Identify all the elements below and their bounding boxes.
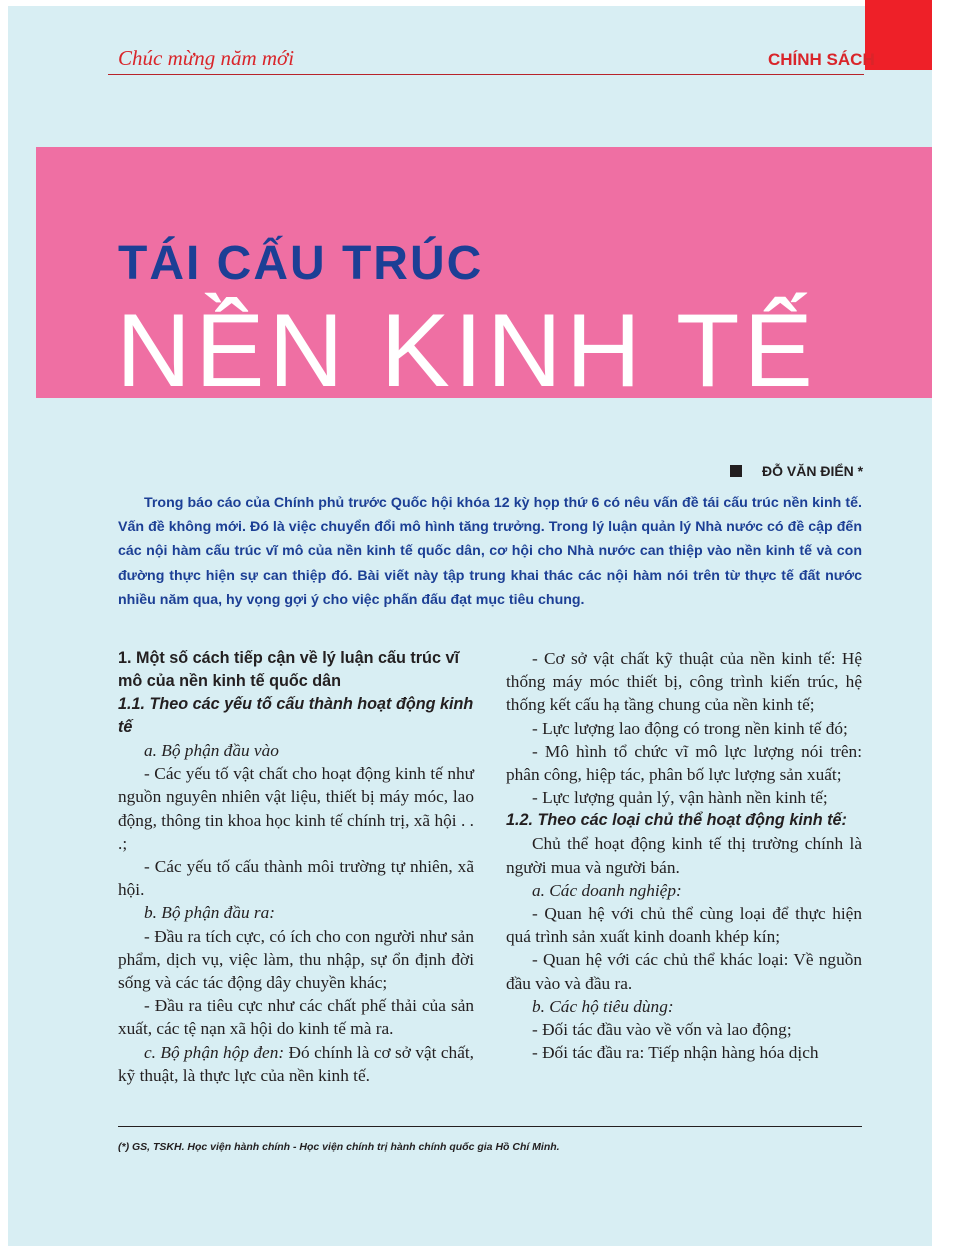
article-abstract: Trong báo cáo của Chính phủ trước Quốc hội khóa 12 kỳ họp thứ 6 có nêu vấn đề tái cấu trúc nền kinh tế. Vấn đề không mới. Đó là việc chuyển đổi mô hình tăng trưởng. Trong lý luận quản lý Nhà nước có đề cập đến các nội hàm cấu trúc vĩ mô của nền kinh tế quốc dân, cơ hội cho Nhà nước can thiệp vào nền kinh tế và con đường thực hiện sự can thiệp đó. Bài viết này tập trung khai thác các nội hàm nói trên từ thực tế đất nước nhiều năm qua, hy vọng gợi ý cho việc phấn đấu đạt mục tiêu chung. bbox=[118, 495, 862, 608]
paragraph: - Đầu ra tiêu cực như các chất phế thải của sản xuất, các tệ nạn xã hội do kinh tế mà ra. bbox=[118, 996, 474, 1039]
section-color-tab bbox=[865, 0, 932, 70]
paragraph: - Cơ sở vật chất kỹ thuật của nền kinh tế: Hệ thống máy móc thiết bị, công trình kiến trúc, hệ thống kết cấu hạ tầng chung của nền kinh tế; bbox=[506, 649, 862, 715]
paragraph-text: Đó chính là cơ sở vật chất, kỹ thuật, là thực lực của nền kinh tế. bbox=[118, 1042, 474, 1085]
paragraph: - Đối tác đầu ra: Tiếp nhận hàng hóa dịch bbox=[532, 1043, 819, 1063]
section-label: CHÍNH SÁCH bbox=[768, 50, 875, 69]
paragraph: - Lực lượng quản lý, vận hành nền kinh tế; bbox=[532, 788, 828, 808]
paragraph: - Đối tác đầu vào về vốn và lao động; bbox=[532, 1020, 792, 1040]
subheading-b: b. Các hộ tiêu dùng: bbox=[532, 996, 674, 1016]
article-title-line1: TÁI CẤU TRÚC bbox=[118, 237, 484, 290]
paragraph-black-box bbox=[118, 1041, 474, 1087]
section-heading-1: 1. Một số cách tiếp cận về lý luận cấu trúc vĩ mô của nền kinh tế quốc dân bbox=[118, 649, 459, 690]
page-margin-top bbox=[0, 0, 969, 6]
paragraph: - Các yếu tố cấu thành môi trường tự nhiên, xã hội. bbox=[118, 857, 474, 900]
subheading-a: a. Các doanh nghiệp: bbox=[532, 880, 682, 900]
subsection-heading-1-1: 1.1. Theo các yếu tố cấu thành hoạt động kinh tế bbox=[118, 695, 474, 736]
paragraph: - Mô hình tổ chức vĩ mô lực lượng nói trên: phân công, hiệp tác, phân bố lực lượng sản xuất; bbox=[506, 741, 862, 785]
header-greeting: Chúc mừng năm mới bbox=[118, 46, 295, 70]
subsection-heading-1-2: 1.2. Theo các loại chủ thể hoạt động kinh tế: bbox=[506, 811, 847, 830]
paragraph: Chủ thể hoạt động kinh tế thị trường chính là người mua và người bán. bbox=[506, 834, 862, 877]
article-title-line2: NỀN KINH TẾ bbox=[116, 293, 817, 409]
body-column-left bbox=[118, 647, 474, 1087]
body-column-right bbox=[506, 647, 862, 1064]
page-margin-left bbox=[0, 0, 8, 1254]
header-rule bbox=[108, 74, 864, 75]
author-name: ĐỖ VĂN ĐIỂN * bbox=[762, 463, 864, 479]
paragraph: - Đầu ra tích cực, có ích cho con người như sản phẩm, dịch vụ, việc làm, thu nhập, sự ổn định đời sống và các tác động dây chuyền khác; bbox=[118, 926, 474, 993]
paragraph: - Các yếu tố vật chất cho hoạt động kinh tế như nguồn nguyên nhiên vật liệu, thiết bị máy móc, lao động, thông tin khoa học kinh tế chính trị, xã hội . . .; bbox=[118, 764, 474, 853]
page-margin-bottom bbox=[0, 1246, 969, 1254]
paragraph: - Quan hệ với các chủ thể khác loại: Về nguồn đầu vào và đầu ra. bbox=[506, 950, 862, 993]
paragraph: - Quan hệ với chủ thể cùng loại để thực hiện quá trình sản xuất kinh doanh khép kín; bbox=[506, 904, 862, 947]
page-margin-right bbox=[932, 0, 969, 1254]
author-footnote: (*) GS, TSKH. Học viện hành chính - Học viện chính trị hành chính quốc gia Hồ Chí Minh. bbox=[118, 1141, 560, 1153]
paragraph: - Lực lượng lao động có trong nền kinh tế đó; bbox=[532, 718, 848, 738]
bullet-square-icon bbox=[730, 465, 742, 477]
footnote-rule bbox=[118, 1126, 862, 1127]
subheading-a: a. Bộ phận đầu vào bbox=[144, 741, 279, 760]
subheading-c: c. Bộ phận hộp đen: bbox=[144, 1042, 285, 1062]
subheading-b: b. Bộ phận đầu ra: bbox=[144, 903, 276, 923]
author-byline bbox=[730, 461, 863, 481]
